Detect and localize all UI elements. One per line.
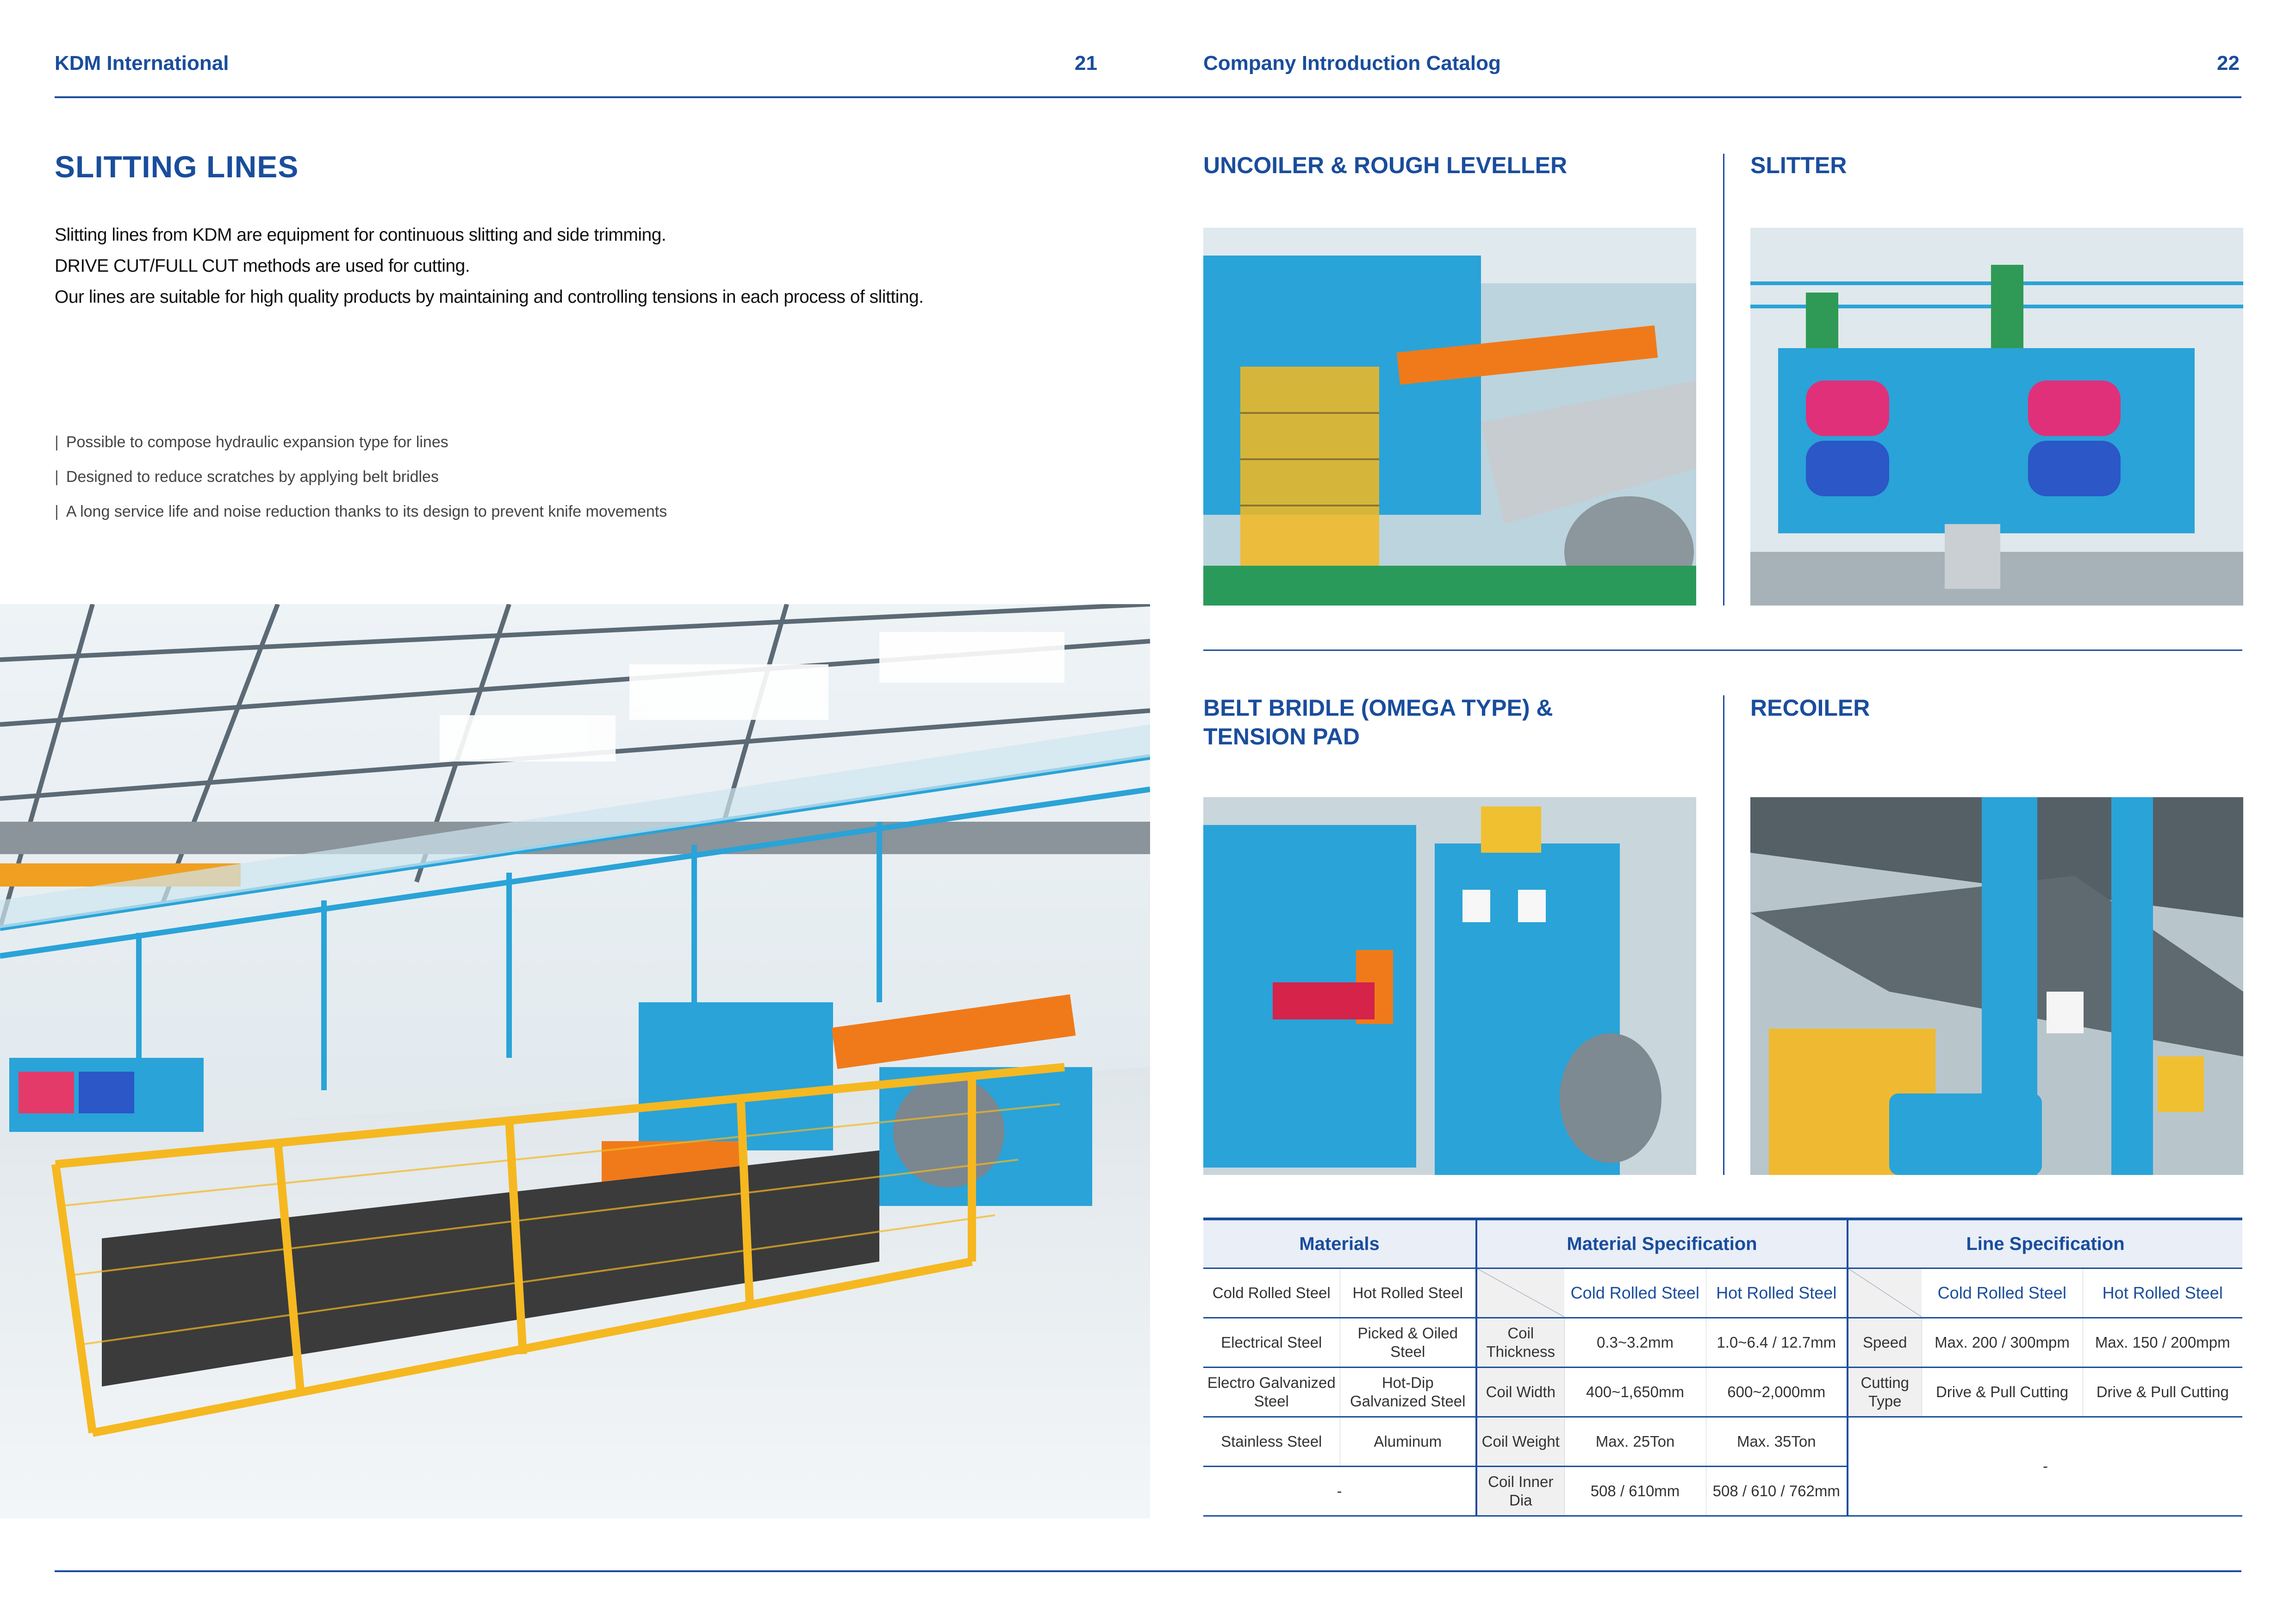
line-spec-subheader: Cold Rolled Steel (1922, 1268, 2083, 1318)
material-cell: Electro Galvanized Steel (1203, 1367, 1340, 1417)
material-cell: Aluminum (1340, 1417, 1476, 1466)
line-spec-empty: - (1848, 1417, 2242, 1516)
feature-bullet: | (55, 503, 59, 520)
left-header-title: KDM International (55, 52, 229, 75)
spec-label: Coil Thickness (1476, 1318, 1564, 1367)
material-cell: Cold Rolled Steel (1203, 1268, 1340, 1318)
spec-value: 400~1,650mm (1564, 1367, 1706, 1417)
section-rule (1203, 650, 2242, 651)
intro-line: Our lines are suitable for high quality products by maintaining and controlling tensions in each process of slitting. (55, 287, 924, 307)
slitting-line-main-photo (0, 604, 1150, 1518)
intro-line: Slitting lines from KDM are equipment for continuous slitting and side trimming. (55, 225, 666, 245)
right-header-title: Company Introduction Catalog (1203, 52, 1501, 75)
material-cell-empty: - (1203, 1466, 1476, 1516)
spec-value: Max. 25Ton (1564, 1417, 1706, 1466)
material-spec-subheader: Cold Rolled Steel (1564, 1268, 1706, 1318)
right-page-number: 22 (2217, 52, 2240, 75)
spec-value: 1.0~6.4 / 12.7mm (1706, 1318, 1848, 1367)
line-spec-label: Cutting Type (1848, 1367, 1922, 1417)
intro-text (55, 219, 1119, 312)
recoiler-photo (1750, 797, 2243, 1175)
material-cell: Picked & Oiled Steel (1340, 1318, 1476, 1367)
spec-value: 508 / 610 / 762mm (1706, 1466, 1848, 1516)
footer-rule (55, 1570, 2241, 1572)
section-title-recoiler: RECOILER (1750, 695, 1870, 721)
header-rule (55, 96, 2241, 98)
material-cell: Stainless Steel (1203, 1417, 1340, 1466)
line-spec-header: Line Specification (1848, 1219, 2242, 1268)
spec-table (1203, 1218, 2242, 1517)
section-title-belt-bridle: BELT BRIDLE (OMEGA TYPE) & TENSION PAD (1203, 695, 1553, 750)
feature-item: | Designed to reduce scratches by applying belt bridles (55, 468, 439, 486)
material-spec-subheader: Hot Rolled Steel (1706, 1268, 1848, 1318)
column-divider (1723, 154, 1724, 606)
feature-item: | A long service life and noise reduction thanks to its design to prevent knife movements (55, 503, 667, 520)
intro-line: DRIVE CUT/FULL CUT methods are used for cutting. (55, 256, 470, 276)
material-cell: Hot Rolled Steel (1340, 1268, 1476, 1318)
diagonal-cell (1848, 1268, 1922, 1318)
spec-label: Coil Inner Dia (1476, 1466, 1564, 1516)
line-spec-label: Speed (1848, 1318, 1922, 1367)
feature-item: | Possible to compose hydraulic expansion type for lines (55, 433, 448, 451)
slitter-photo (1750, 228, 2243, 606)
feature-bullet: | (55, 468, 59, 486)
section-title-uncoiler: UNCOILER & ROUGH LEVELLER (1203, 152, 1568, 178)
spec-value: 508 / 610mm (1564, 1466, 1706, 1516)
uncoiler-photo (1203, 228, 1696, 606)
line-spec-value: Max. 150 / 200mpm (2083, 1318, 2242, 1367)
line-spec-value: Drive & Pull Cutting (1922, 1367, 2083, 1417)
line-spec-value: Max. 200 / 300mpm (1922, 1318, 2083, 1367)
page-title: SLITTING LINES (55, 150, 299, 184)
line-spec-subheader: Hot Rolled Steel (2083, 1268, 2242, 1318)
column-divider (1723, 695, 1724, 1175)
spec-value: 600~2,000mm (1706, 1367, 1848, 1417)
spec-label: Coil Width (1476, 1367, 1564, 1417)
line-spec-value: Drive & Pull Cutting (2083, 1367, 2242, 1417)
section-title-slitter: SLITTER (1750, 152, 1847, 178)
spec-label: Coil Weight (1476, 1417, 1564, 1466)
left-page-number: 21 (1075, 52, 1097, 75)
spec-value: 0.3~3.2mm (1564, 1318, 1706, 1367)
feature-bullet: | (55, 433, 59, 451)
material-cell: Hot-Dip Galvanized Steel (1340, 1367, 1476, 1417)
belt-bridle-photo (1203, 797, 1696, 1175)
material-cell: Electrical Steel (1203, 1318, 1340, 1367)
spec-value: Max. 35Ton (1706, 1417, 1848, 1466)
diagonal-cell (1476, 1268, 1564, 1318)
feature-list (55, 425, 667, 529)
material-spec-header: Material Specification (1476, 1219, 1848, 1268)
materials-header: Materials (1203, 1219, 1476, 1268)
